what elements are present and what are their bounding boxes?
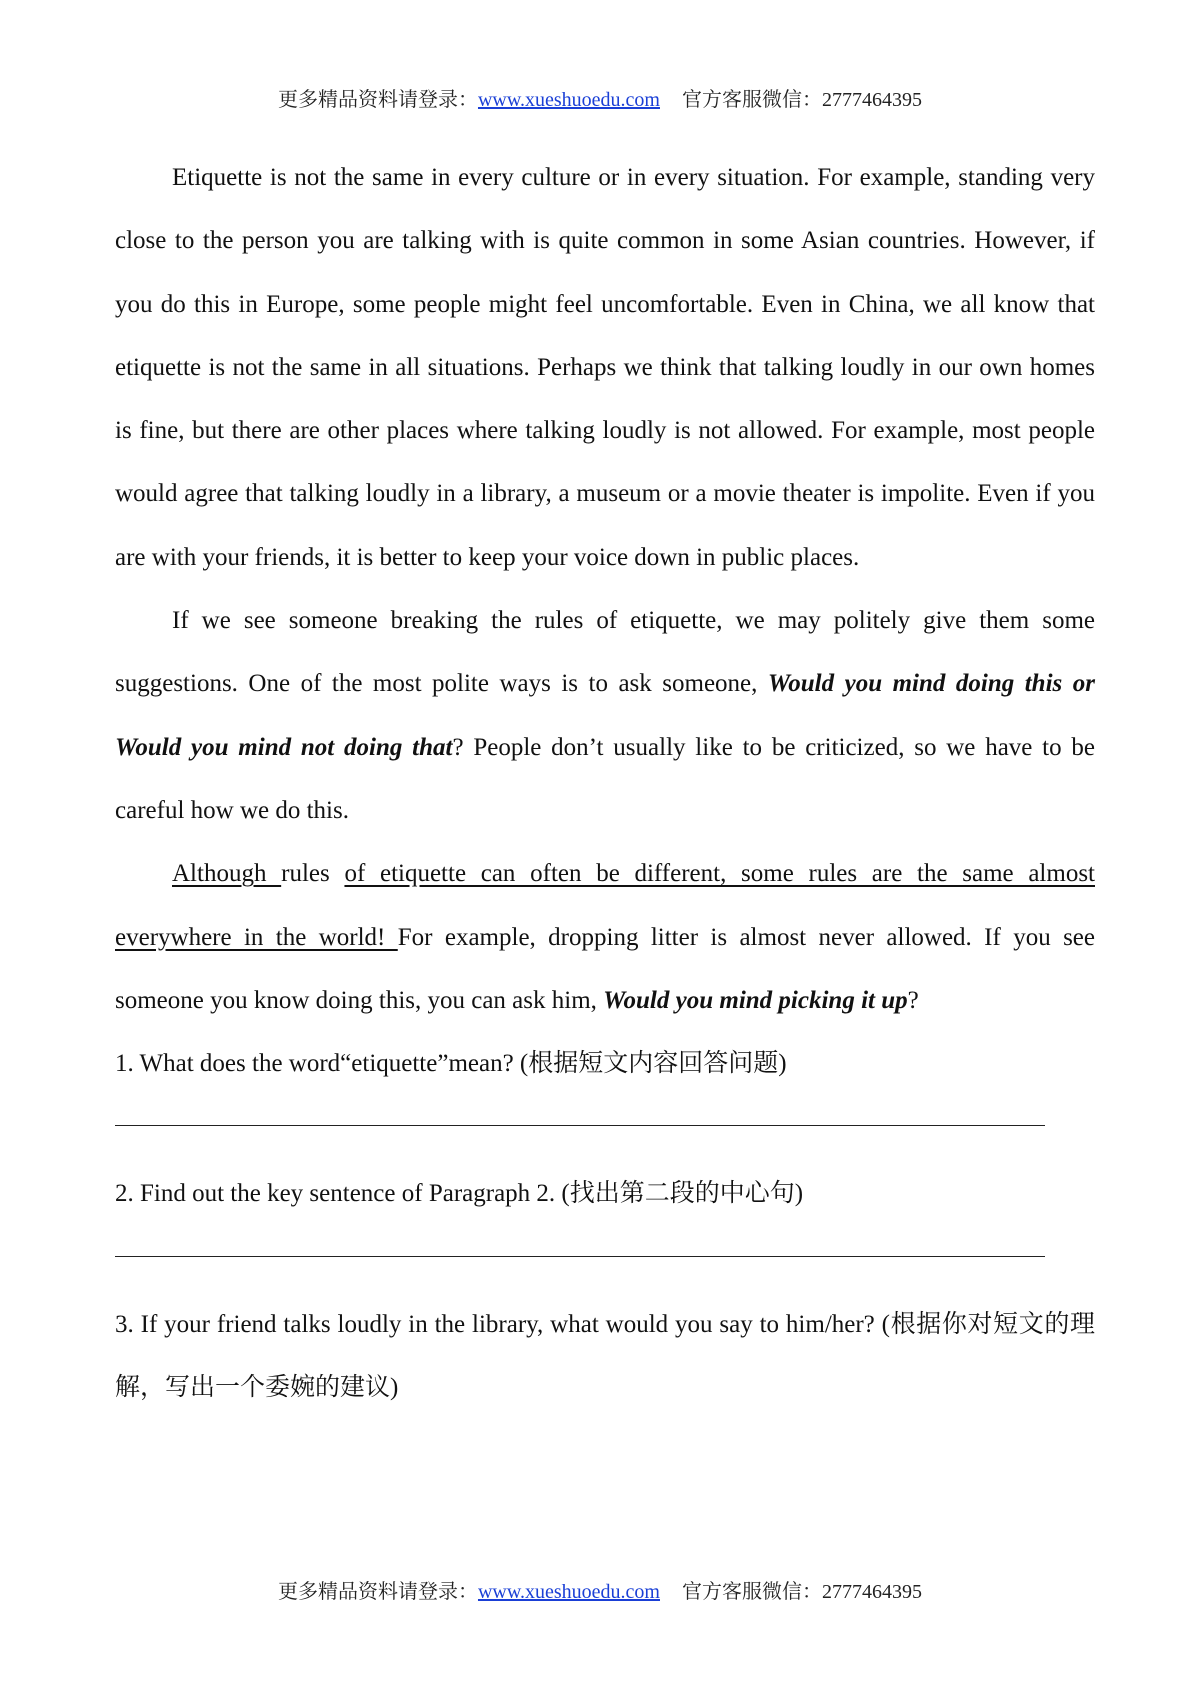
page-header	[0, 88, 1200, 112]
paragraph-2	[115, 589, 1095, 842]
footer-service: 官方客服微信：2777464395	[682, 1581, 922, 1603]
answer-line-2[interactable]	[115, 1256, 1045, 1257]
paragraph-2-emphasis: Would you mind doing this or Would you mind not doing that	[115, 670, 1095, 761]
question-2: 2. Find out the key sentence of Paragraph 2. (找出第二段的中心句)	[115, 1180, 804, 1208]
page-footer	[0, 1580, 1200, 1604]
paragraph-3-plain-2: For example, dropping litter is almost never allowed. If you see someone you know doing this, you can ask him,	[115, 923, 1095, 1014]
paragraph-3-outro: ?	[907, 986, 919, 1014]
paragraph-3-emphasis: Would you mind picking it up	[603, 986, 908, 1014]
footer-link[interactable]: www.xueshuoedu.com	[477, 1581, 660, 1603]
question-1: 1. What does the word“etiquette”mean? (根据短文内容回答问题)	[115, 1050, 787, 1078]
paragraph-3-underline-2: of etiquette can often be different, some rules are the same almost everywhere in the world!	[115, 860, 1095, 951]
header-link[interactable]: www.xueshuoedu.com	[477, 89, 660, 111]
paragraph-2-intro: If we see someone breaking the rules of etiquette, we may politely give them some suggestions. One of the most polite ways is to ask someone,	[115, 607, 1095, 698]
paragraph-3-underline-1: Although	[172, 860, 282, 888]
header-label: 更多精品资料请登录：	[277, 89, 478, 111]
footer-label: 更多精品资料请登录：	[277, 1581, 478, 1603]
header-service: 官方客服微信：2777464395	[682, 89, 922, 111]
document-body	[115, 146, 1095, 1419]
paragraph-3-plain-1: rules	[281, 860, 345, 888]
paragraph-2-outro: ? People don’t usually like to be criticized, so we have to be careful how we do this.	[115, 733, 1096, 824]
paragraph-1: Etiquette is not the same in every culture or in every situation. For example, standing very close to the person you are talking with is quite common in some Asian countries. However, if you do this in Europe, some people might feel uncomfortable. Even in China, we all know that etiquette is not the same in all situations. Perhaps we think that talking loudly in our own homes is fine, but there are other places where talking loudly is not allowed. For example, most people would agree that talking loudly in a library, a museum or a movie theater is impolite. Even if you are with your friends, it is better to keep your voice down in public places.	[115, 164, 1095, 571]
paragraph-3	[115, 842, 1095, 1032]
answer-line-1[interactable]	[115, 1125, 1045, 1126]
question-3: 3. If your friend talks loudly in the library, what would you say to him/her? (根据你对短文的理解，写出一个委婉的建议)	[115, 1310, 1095, 1402]
